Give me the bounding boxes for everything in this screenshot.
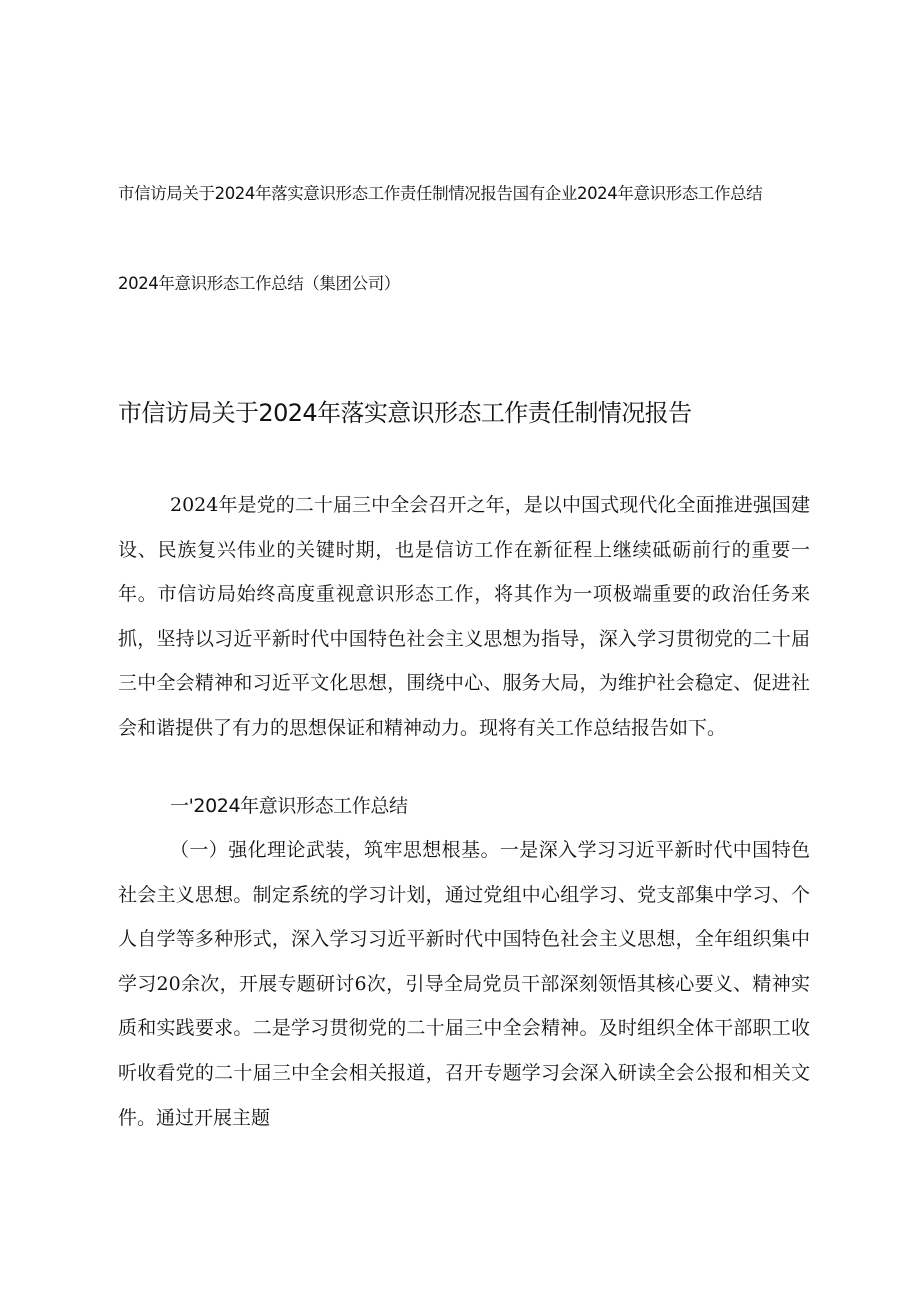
section-1-paragraph: （一）强化理论武装，筑牢思想根基。一是深入学习习近平新时代中国特色社会主义思想。制定系统的学习计划，通过党组中心组学习、党支部集中学习、个人自学等多种形式，深入学习习近平新时代中国特色社会主义思想，全年组织集中学习20余次，开展专题研讨6次，引导全局党员干部深刻领悟其核心要义、精神实质和实践要求。二是学习贯彻党的二十届三中全会精神。及时组织全体干部职工收听收看党的二十届三中全会相关报道，召开专题学习会深入研读全会公报和相关文件。通过开展主题 <box>118 839 810 1129</box>
toc-entry-2: 2024年意识形态工作总结（集团公司） <box>118 274 400 293</box>
intro-paragraph: 2024年是党的二十届三中全会召开之年，是以中国式现代化全面推进强国建设、民族复兴伟业的关键时期，也是信访工作在新征程上继续砥砺前行的重要一年。市信访局始终高度重视意识形态工作，将其作为一项极端重要的政治任务来抓，坚持以习近平新时代中国特色社会主义思想为指导，深入学习贯彻党的二十届三中全会精神和习近平文化思想，围绕中心、服务大局，为维护社会稳定、促进社会和谐提供了有力的思想保证和精神动力。现将有关工作总结报告如下。 <box>118 494 810 739</box>
document-title: 市信访局关于2024年落实意识形态工作责任制情况报告 <box>118 399 692 427</box>
toc-entry-1: 市信访局关于2024年落实意识形态工作责任制情况报告国有企业2024年意识形态工作总结 <box>118 184 763 203</box>
section-heading-1: 一'2024年意识形态工作总结 <box>170 795 408 817</box>
